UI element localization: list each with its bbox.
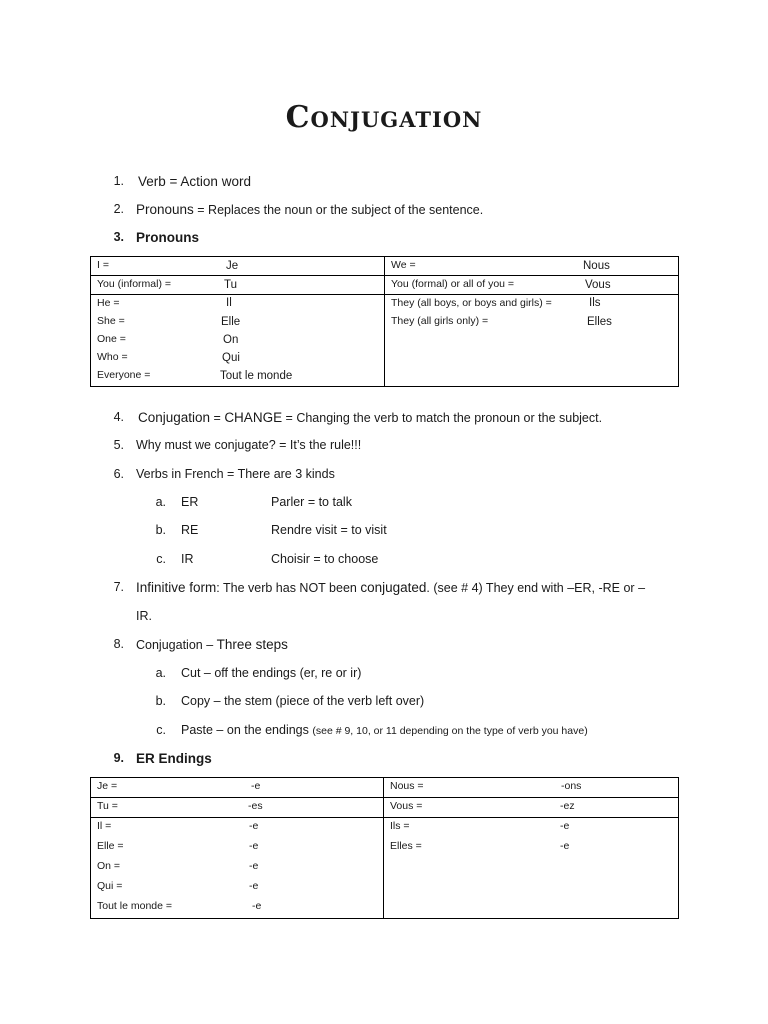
verb-kind: IR — [181, 552, 194, 566]
list-item-7-continued: IR. — [136, 609, 152, 623]
table-cell — [385, 276, 679, 295]
table-cell — [384, 818, 679, 919]
table-cell — [91, 798, 384, 818]
table-cell — [91, 257, 385, 276]
definition-continued: . (see # 4) They end with –ER, -RE or – — [426, 581, 646, 595]
definition: = Replaces the noun or the subject of the sentence. — [193, 203, 484, 217]
pronoun-value: On — [223, 334, 239, 346]
term-infinitive: Infinitive form — [136, 580, 217, 595]
definition: = Action word — [165, 174, 251, 189]
item-number: 8. — [113, 637, 124, 651]
pronoun-label: You (formal) or all of you = — [391, 278, 515, 290]
table-cell — [91, 276, 385, 295]
verb-example: Parler = to talk — [271, 495, 352, 509]
pronoun-label: Je = — [97, 780, 118, 792]
equals-text: = — [210, 411, 225, 425]
pronoun-table — [90, 256, 679, 387]
table-cell — [384, 798, 679, 818]
table-cell — [385, 257, 679, 276]
item-text: Paste – on the endings — [181, 723, 313, 737]
term-pronouns: Pronouns — [136, 202, 194, 217]
ending-value: -es — [248, 800, 263, 812]
pronoun-label: You (informal) = — [97, 278, 172, 290]
pronoun-label: On = — [97, 860, 121, 872]
item-number: 2. — [113, 202, 124, 216]
item-letter: a. — [155, 666, 166, 680]
pronoun-value: Qui — [222, 352, 240, 364]
verb-kind: ER — [181, 495, 199, 509]
item-number: 9. — [113, 751, 124, 765]
verb-example: Rendre visit = to visit — [271, 523, 387, 537]
definition: = Changing the verb to match the pronoun or the subject. — [282, 411, 603, 425]
pronoun-label: Elle = — [97, 840, 124, 852]
pronoun-label: Everyone = — [97, 369, 151, 381]
item-letter: b. — [155, 523, 166, 537]
item-letter: c. — [156, 723, 166, 737]
ending-value: -e — [249, 840, 259, 852]
pronoun-value: Tout le monde — [220, 370, 293, 382]
er-endings-table — [90, 777, 679, 919]
ending-value: -e — [249, 880, 259, 892]
item-number: 4. — [113, 410, 124, 424]
pronoun-value: Nous — [583, 260, 610, 272]
pronoun-value: Elles — [587, 316, 612, 328]
table-cell — [91, 818, 384, 919]
ending-value: -ons — [561, 780, 582, 792]
pronoun-label: Who = — [97, 351, 128, 363]
pronoun-label: They (all boys, or boys and girls) = — [391, 297, 552, 309]
pronoun-value: Elle — [221, 316, 241, 328]
verb-example: Choisir = to choose — [271, 552, 379, 566]
verb-kind: RE — [181, 523, 199, 537]
pronoun-label: I = — [97, 259, 109, 271]
item-text: Why must we conjugate? = It’s the rule!!! — [136, 438, 362, 452]
item-number: 1. — [113, 174, 124, 188]
item-number: 3. — [113, 230, 124, 244]
pronoun-label: She = — [97, 315, 125, 327]
item-letter: c. — [156, 552, 166, 566]
pronoun-label: Tout le monde = — [97, 900, 173, 912]
ending-value: -e — [249, 860, 259, 872]
item-letter: b. — [155, 694, 166, 708]
term-three-steps: Three steps — [216, 637, 288, 652]
term-conjugated: conjugated — [360, 580, 427, 595]
section-heading: ER Endings — [136, 751, 212, 766]
pronoun-label: Tu = — [97, 800, 118, 812]
pronoun-label: We = — [391, 259, 416, 271]
ending-value: -e — [560, 840, 570, 852]
item-number: 5. — [113, 438, 124, 452]
pronoun-label: One = — [97, 333, 126, 345]
term-change: CHANGE — [224, 410, 283, 425]
pronoun-label: They (all girls only) = — [391, 315, 489, 327]
table-cell — [385, 295, 679, 387]
pronoun-label: Qui = — [97, 880, 123, 892]
ending-value: -e — [251, 780, 261, 792]
ending-value: -ez — [560, 800, 575, 812]
pronoun-label: He = — [97, 297, 120, 309]
ending-value: -e — [560, 820, 570, 832]
pronoun-value: Il — [226, 297, 232, 309]
page-title: Conjugation — [285, 100, 483, 135]
pronoun-value: Je — [226, 260, 239, 272]
section-heading: Pronouns — [136, 230, 199, 245]
ending-value: -e — [249, 820, 259, 832]
item-text: Cut – off the endings (er, re or ir) — [181, 666, 362, 680]
item-number: 7. — [113, 580, 124, 594]
item-text: Conjugation – — [136, 638, 217, 652]
item-note: (see # 9, 10, or 11 depending on the type of verb you have) — [312, 725, 588, 737]
table-cell — [91, 295, 385, 387]
table-cell — [91, 778, 384, 798]
definition: : The verb has NOT been — [216, 581, 361, 595]
term-verb: Verb — [138, 174, 166, 189]
pronoun-label: Vous = — [390, 800, 423, 812]
pronoun-label: Nous = — [390, 780, 424, 792]
pronoun-label: Elles = — [390, 840, 422, 852]
item-text: Copy – the stem (piece of the verb left over) — [181, 694, 425, 708]
item-text: Verbs in French = There are 3 kinds — [136, 467, 335, 481]
term-conjugation: Conjugation — [138, 410, 211, 425]
item-number: 6. — [113, 467, 124, 481]
pronoun-value: Vous — [585, 279, 611, 291]
pronoun-label: Ils = — [390, 820, 410, 832]
pronoun-value: Tu — [224, 279, 237, 291]
item-letter: a. — [155, 495, 166, 509]
table-cell — [384, 778, 679, 798]
pronoun-label: Il = — [97, 820, 112, 832]
ending-value: -e — [252, 900, 262, 912]
pronoun-value: Ils — [589, 297, 601, 309]
